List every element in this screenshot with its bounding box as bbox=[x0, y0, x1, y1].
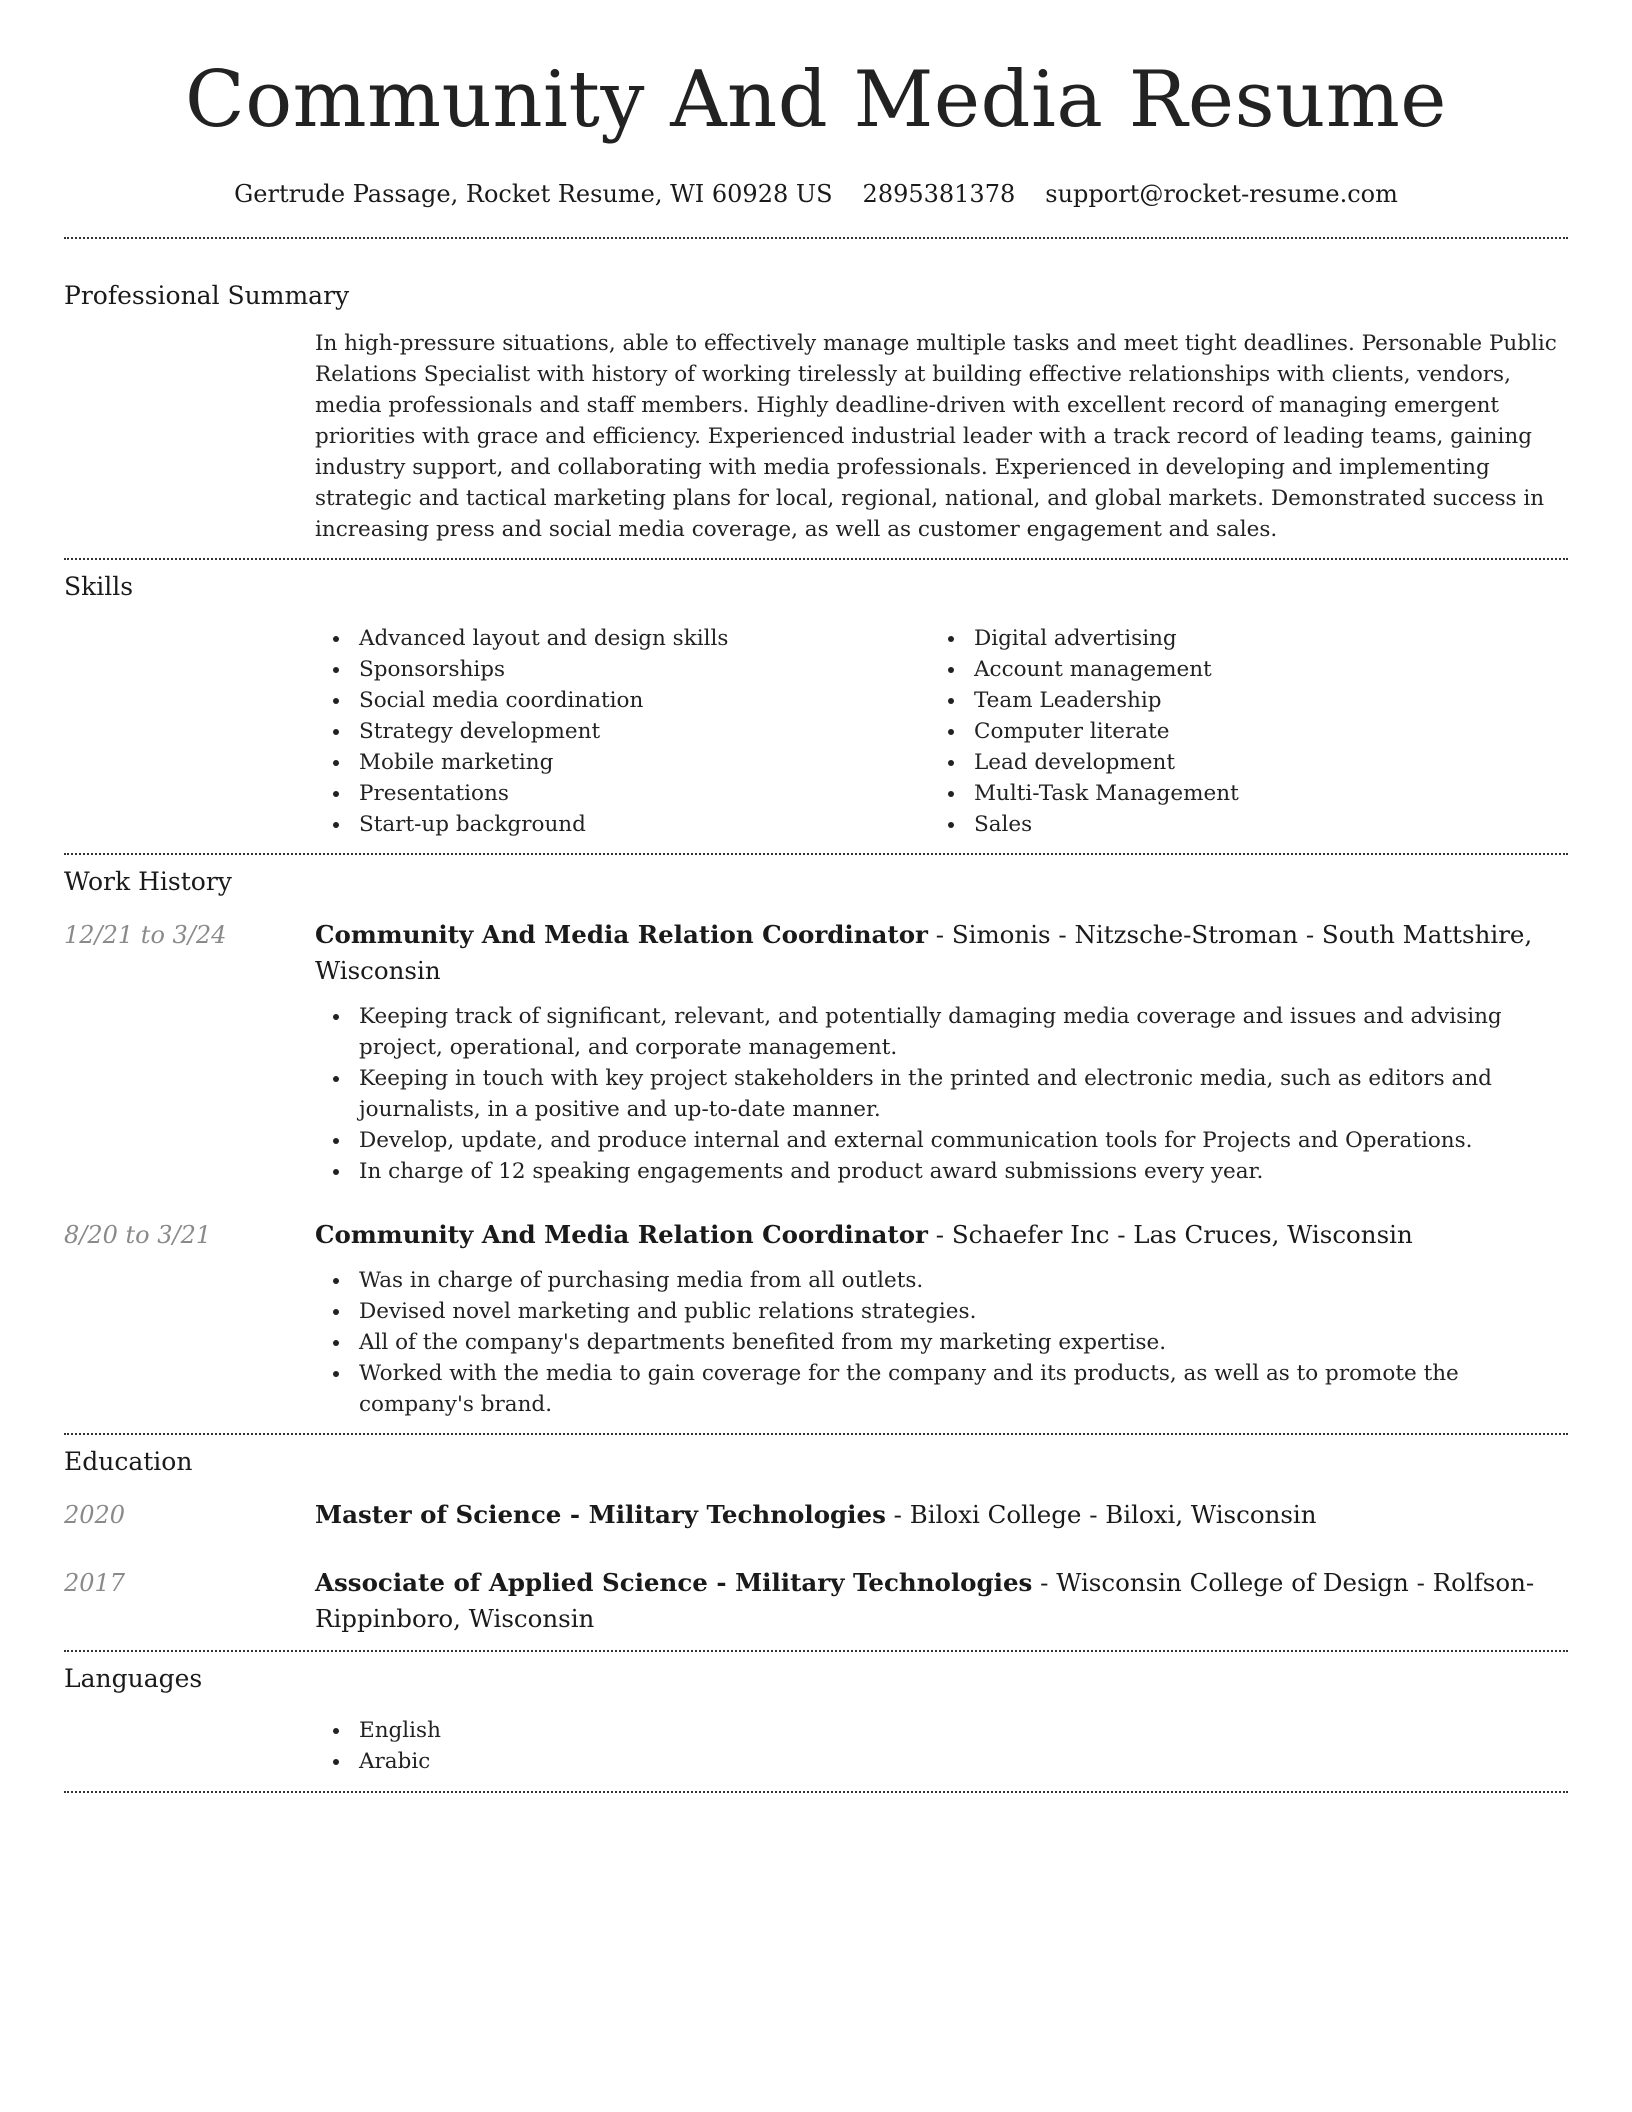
job-bullet: Devised novel marketing and public relations strategies. bbox=[359, 1296, 1568, 1327]
education-details: - Biloxi College - Biloxi, Wisconsin bbox=[885, 1500, 1317, 1529]
section-skills bbox=[64, 560, 1568, 840]
education-year: 2017 bbox=[64, 1569, 126, 1597]
job-entry bbox=[64, 1217, 1568, 1420]
resume-title: Community And Media Resume bbox=[185, 55, 1447, 145]
skills-list-right bbox=[930, 623, 1545, 840]
language-item: Arabic bbox=[359, 1746, 1568, 1777]
section-languages bbox=[64, 1652, 1568, 1777]
job-details: - Simonis - Nitzsche-Stroman - South Mattshire, Wisconsin bbox=[315, 920, 1533, 985]
skill-item: Digital advertising bbox=[974, 623, 1545, 654]
job-bullet: Keeping in touch with key project stakeholders in the printed and electronic media, such as editors and journalists, in a positive and up-to-date manner. bbox=[359, 1063, 1568, 1125]
section-professional-summary bbox=[64, 239, 1568, 545]
skill-item: Team Leadership bbox=[974, 685, 1545, 716]
skill-item: Account management bbox=[974, 654, 1545, 685]
skills-columns bbox=[315, 623, 1568, 840]
job-title bbox=[315, 917, 1568, 989]
education-content bbox=[315, 1565, 1568, 1637]
education-content bbox=[315, 1497, 1568, 1533]
education-title bbox=[315, 1497, 1568, 1533]
skill-item: Strategy development bbox=[359, 716, 930, 747]
skill-item: Computer literate bbox=[974, 716, 1545, 747]
job-bullet: Keeping track of significant, relevant, and potentially damaging media coverage and issues and advising project, operational, and corporate management. bbox=[359, 1001, 1568, 1063]
contact-line bbox=[64, 178, 1568, 210]
summary-text: In high-pressure situations, able to effectively manage multiple tasks and meet tight deadlines. Personable Public Relations Specialist with history of working tirelessly at building effective relationships with clients, vendors, media professionals and staff members. Highly deadline-driven with excellent record of managing emergent priorities with grace and efficiency. Experienced industrial leader with a track record of leading teams, gaining industry support, and collaborating with media professionals. Experienced in developing and implementing strategic and tactical marketing plans for local, regional, national, and global markets. Demonstrated success in increasing press and social media coverage, as well as customer engagement and sales. bbox=[315, 331, 1557, 542]
education-year: 2020 bbox=[64, 1501, 126, 1529]
job-role: Community And Media Relation Coordinator bbox=[315, 1220, 928, 1249]
section-divider bbox=[64, 1791, 1568, 1793]
languages-list bbox=[315, 1715, 1568, 1777]
skill-item: Sales bbox=[974, 809, 1545, 840]
job-bullets bbox=[315, 1265, 1568, 1420]
resume-header bbox=[64, 0, 1568, 210]
job-bullet: Was in charge of purchasing media from all outlets. bbox=[359, 1265, 1568, 1296]
education-degree: Master of Science - Military Technologies bbox=[315, 1500, 886, 1529]
skill-item: Multi-Task Management bbox=[974, 778, 1545, 809]
job-title bbox=[315, 1217, 1568, 1253]
skills-column-left bbox=[315, 623, 930, 840]
job-bullet: In charge of 12 speaking engagements and product award submissions every year. bbox=[359, 1156, 1568, 1187]
contact-email[interactable]: support@rocket-resume.com bbox=[1045, 180, 1398, 208]
section-title-skills: Skills bbox=[64, 572, 134, 601]
education-degree: Associate of Applied Science - Military Technologies bbox=[315, 1568, 1033, 1597]
section-education bbox=[64, 1435, 1568, 1637]
education-title bbox=[315, 1565, 1568, 1637]
education-entry bbox=[64, 1497, 1568, 1533]
summary-content bbox=[315, 328, 1568, 545]
resume-page bbox=[64, 0, 1568, 1793]
job-content bbox=[315, 1217, 1568, 1420]
skill-item: Presentations bbox=[359, 778, 930, 809]
job-bullet: Worked with the media to gain coverage for the company and its products, as well as to promote the company's brand. bbox=[359, 1358, 1568, 1420]
skills-column-right bbox=[930, 623, 1545, 840]
section-title-summary: Professional Summary bbox=[64, 281, 350, 310]
language-item: English bbox=[359, 1715, 1568, 1746]
job-details: - Schaefer Inc - Las Cruces, Wisconsin bbox=[927, 1220, 1413, 1249]
skill-item: Sponsorships bbox=[359, 654, 930, 685]
contact-address: Gertrude Passage, Rocket Resume, WI 60928 US bbox=[234, 180, 833, 208]
job-bullet: Develop, update, and produce internal and external communication tools for Projects and Operations. bbox=[359, 1125, 1568, 1156]
skill-item: Start-up background bbox=[359, 809, 930, 840]
section-title-education: Education bbox=[64, 1447, 193, 1476]
job-date: 12/21 to 3/24 bbox=[64, 921, 227, 949]
education-entry bbox=[64, 1565, 1568, 1637]
skill-item: Lead development bbox=[974, 747, 1545, 778]
education-details: - Wisconsin College of Design - Rolfson-Rippinboro, Wisconsin bbox=[315, 1568, 1535, 1633]
job-bullets bbox=[315, 1001, 1568, 1187]
contact-phone: 2895381378 bbox=[862, 180, 1016, 208]
skill-item: Social media coordination bbox=[359, 685, 930, 716]
languages-content bbox=[315, 1715, 1568, 1777]
section-title-work: Work History bbox=[64, 867, 232, 896]
job-entry bbox=[64, 917, 1568, 1187]
skill-item: Advanced layout and design skills bbox=[359, 623, 930, 654]
section-title-languages: Languages bbox=[64, 1664, 203, 1693]
section-work-history bbox=[64, 855, 1568, 1420]
job-date: 8/20 to 3/21 bbox=[64, 1221, 212, 1249]
job-bullet: All of the company's departments benefited from my marketing expertise. bbox=[359, 1327, 1568, 1358]
skills-list-left bbox=[315, 623, 930, 840]
job-role: Community And Media Relation Coordinator bbox=[315, 920, 928, 949]
skill-item: Mobile marketing bbox=[359, 747, 930, 778]
job-content bbox=[315, 917, 1568, 1187]
